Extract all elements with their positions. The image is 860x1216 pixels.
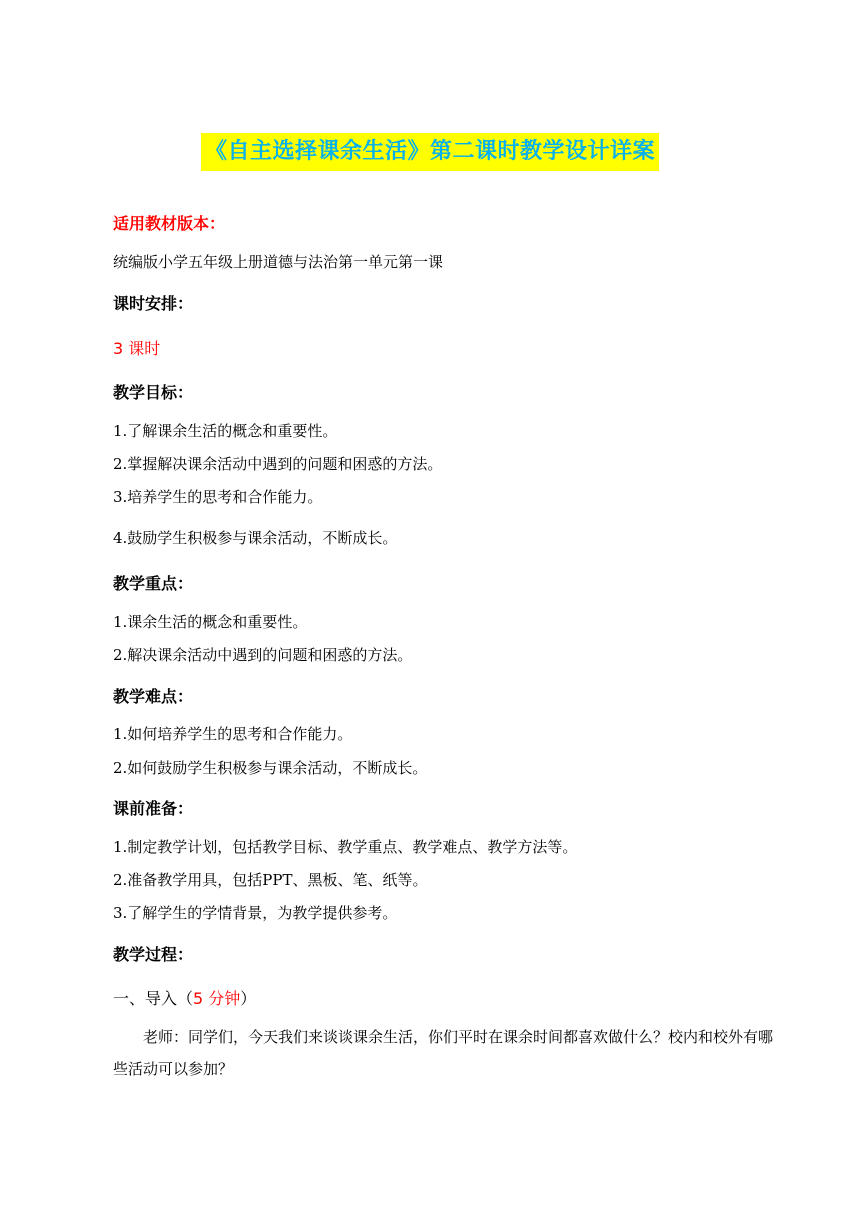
section-intro-suffix: ） [240, 989, 257, 1008]
objective-item: 2.掌握解决课余活动中遇到的问题和困惑的方法。 [113, 455, 443, 473]
objectives-heading: 教学目标： [113, 383, 194, 402]
difficulty-item: 2.如何鼓励学生积极参与课余活动，不断成长。 [113, 759, 428, 777]
section-intro-prefix: 一、导入（ [113, 989, 194, 1008]
difficulty-item: 1.如何培养学生的思考和合作能力。 [113, 725, 353, 743]
key-point-item: 1.课余生活的概念和重要性。 [113, 613, 308, 631]
preparation-item: 2.准备教学用具，包括PPT、黑板、笔、纸等。 [113, 871, 428, 889]
preparation-item: 3.了解学生的学情背景，为教学提供参考。 [113, 904, 398, 922]
difficulties-heading: 教学难点： [113, 687, 194, 706]
title-container [0, 133, 860, 171]
section-intro-heading [113, 986, 256, 1009]
process-heading: 教学过程： [113, 945, 194, 964]
textbook-value: 统编版小学五年级上册道德与法治第一单元第一课 [113, 253, 444, 271]
textbook-heading: 适用教材版本： [113, 214, 226, 233]
objective-item: 3.培养学生的思考和合作能力。 [113, 488, 323, 506]
section-intro-duration: 5 分钟 [193, 989, 241, 1008]
schedule-value: 3 课时 [113, 339, 161, 358]
objective-item: 1.了解课余生活的概念和重要性。 [113, 422, 338, 440]
objective-item: 4.鼓励学生积极参与课余活动，不断成长。 [113, 529, 398, 547]
key-points-heading: 教学重点： [113, 574, 194, 593]
schedule-heading: 课时安排： [113, 294, 194, 313]
teacher-paragraph: 老师：同学们，今天我们来谈谈课余生活，你们平时在课余时间都喜欢做什么？校内和校外有哪些活动可以参加？ [113, 1028, 774, 1078]
preparation-item: 1.制定教学计划，包括教学目标、教学重点、教学难点、教学方法等。 [113, 838, 578, 856]
key-point-item: 2.解决课余活动中遇到的问题和困惑的方法。 [113, 646, 413, 664]
preparation-heading: 课前准备： [113, 799, 194, 818]
document-title: 《自主选择课余生活》第二课时教学设计详案 [201, 133, 659, 171]
